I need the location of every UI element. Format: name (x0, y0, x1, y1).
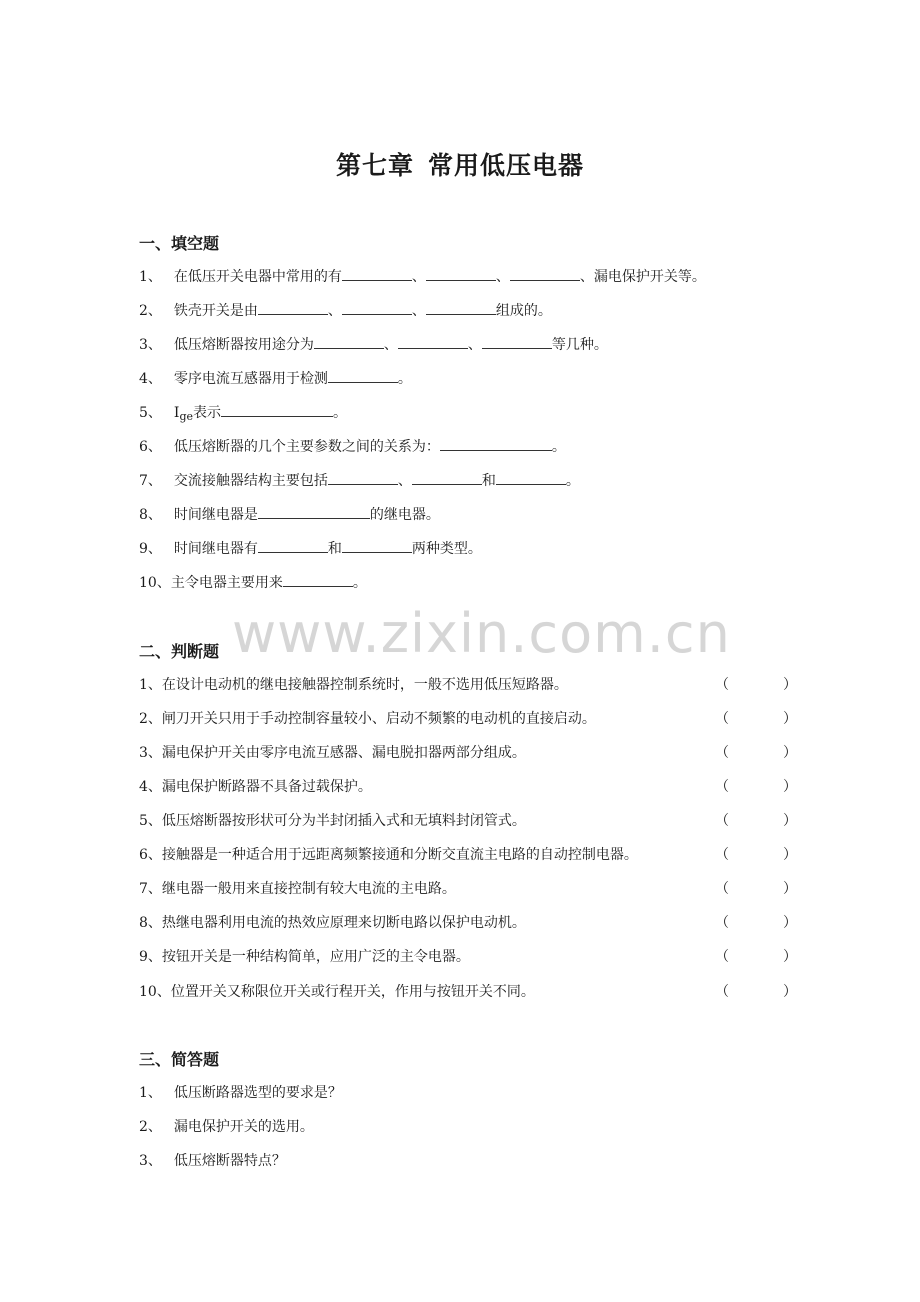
worksheet-page: 第七章 常用低压电器 一、填空题 1、 在低压开关电器中常用的有 、 、 、漏电保护开关等。 2、 铁壳开关是由 、 、 组成的。 3、 低压熔断器按用途分为 、 、 等几种。 4、 零序电流互感器用于检测 。 5、 $I_{ge}$表示 。 6、 低压熔断器的几个主要参数之间的关系为： 。 7、 交流接触器结构主要包括 、 和 。 8、 时间继电器是 的继电器。 9、 时间继电器有 和 两种类型。 10、主令电器主要用来 。 www.zixin.com.cn 二、判断题 1、在设计电动机的继电接触器控制系统时，一般不选用低压短路器。 （ ） 2、闸刀开关只用于手动控制容量较小、启动不频繁的电动机的直接启动。 （ ） 3、漏电保护开关由零序电流互感器、漏电脱扣器两部分组成。 （ ） 4、漏电保护断路器不具备过载保护。 （ ） 5、低压熔断器按形状可分为半封闭插入式和无填料封闭管式。 （ ） 6、接触器是一种适合用于远距离频繁接通和分断交直流主电路的自动控制电器。 （ ） 7、继电器一般用来直接控制有较大电流的主电路。 （ ） 8、热继电器利用电流的热效应原理来切断电路以保护电动机。 （ ） 9、按钮开关是一种结构简单，应用广泛的主令电器。 （ ） 10、位置开关又称限位开关或行程开关，作用与按钮开关不同。 （ ） 三、简答题 1、 低压断路器选型的要求是？ 2、 漏电保护开关的选用。 3、 低压熔断器特点？ (0, 0, 920, 1302)
fill-item-3: 3、 低压熔断器按用途分为 、 、 等几种。 (139, 334, 608, 355)
tf-item-4: 4、漏电保护断路器不具备过载保护。 (139, 779, 372, 795)
answer-blank[interactable] (221, 402, 333, 417)
answer-blank[interactable] (258, 538, 328, 553)
section-heading-fill-blank: 一、填空题 (139, 234, 220, 253)
tf-item-2: 2、闸刀开关只用于手动控制容量较小、启动不频繁的电动机的直接启动。 (139, 711, 596, 727)
section-heading-short-answer: 三、简答题 (139, 1050, 220, 1069)
tf-item-10: 10、位置开关又称限位开关或行程开关，作用与按钮开关不同。 (139, 984, 535, 1000)
answer-blank[interactable] (328, 368, 398, 383)
answer-blank[interactable] (412, 470, 482, 485)
tf-item-6: 6、接触器是一种适合用于远距离频繁接通和分断交直流主电路的自动控制电器。 (139, 847, 638, 863)
fill-item-2: 2、 铁壳开关是由 、 、 组成的。 (139, 300, 552, 321)
fill-item-10: 10、主令电器主要用来 。 (139, 572, 367, 593)
answer-blank[interactable] (342, 266, 412, 281)
subscript-ge: ge (179, 410, 194, 423)
tf-item-5: 5、低压熔断器按形状可分为半封闭插入式和无填料封闭管式。 (139, 813, 526, 829)
answer-blank[interactable] (314, 334, 384, 349)
tf-item-7: 7、继电器一般用来直接控制有较大电流的主电路。 (139, 881, 456, 897)
tf-item-1: 1、在设计电动机的继电接触器控制系统时，一般不选用低压短路器。 (139, 677, 568, 693)
answer-blank[interactable] (426, 300, 496, 315)
answer-blank[interactable] (328, 470, 398, 485)
tf-item-9: 9、按钮开关是一种结构简单，应用广泛的主令电器。 (139, 949, 470, 965)
tf-item-3: 3、漏电保护开关由零序电流互感器、漏电脱扣器两部分组成。 (139, 745, 526, 761)
answer-blank[interactable] (258, 300, 328, 315)
answer-blank[interactable] (440, 436, 552, 451)
answer-blank[interactable] (342, 538, 412, 553)
answer-blank[interactable] (258, 504, 370, 519)
answer-blank[interactable] (283, 572, 353, 587)
section-heading-true-false: 二、判断题 (139, 642, 220, 661)
short-answer-item-1: 1、 低压断路器选型的要求是？ (139, 1085, 342, 1101)
watermark-text: www.zixin.com.cn (232, 602, 731, 665)
chapter-name: 常用低压电器 (428, 151, 585, 180)
answer-blank[interactable] (510, 266, 580, 281)
fill-item-4: 4、 零序电流互感器用于检测 。 (139, 368, 412, 389)
fill-item-6: 6、 低压熔断器的几个主要参数之间的关系为： 。 (139, 436, 566, 457)
tf-item-8: 8、热继电器利用电流的热效应原理来切断电路以保护电动机。 (139, 915, 526, 931)
answer-blank[interactable] (426, 266, 496, 281)
short-answer-item-3: 3、 低压熔断器特点？ (139, 1153, 286, 1169)
fill-item-8: 8、 时间继电器是 的继电器。 (139, 504, 440, 525)
chapter-number: 第七章 (335, 151, 414, 180)
answer-blank[interactable] (482, 334, 552, 349)
answer-blank[interactable] (496, 470, 566, 485)
fill-item-9: 9、 时间继电器有 和 两种类型。 (139, 538, 482, 559)
fill-item-5: 5、 $I_{ge}$表示 。 (139, 402, 347, 427)
answer-blank[interactable] (342, 300, 412, 315)
fill-item-7: 7、 交流接触器结构主要包括 、 和 。 (139, 470, 580, 491)
answer-blank[interactable] (398, 334, 468, 349)
fill-item-1: 1、 在低压开关电器中常用的有 、 、 、漏电保护开关等。 (139, 266, 706, 287)
page-title (0, 146, 920, 182)
short-answer-item-2: 2、 漏电保护开关的选用。 (139, 1119, 314, 1135)
